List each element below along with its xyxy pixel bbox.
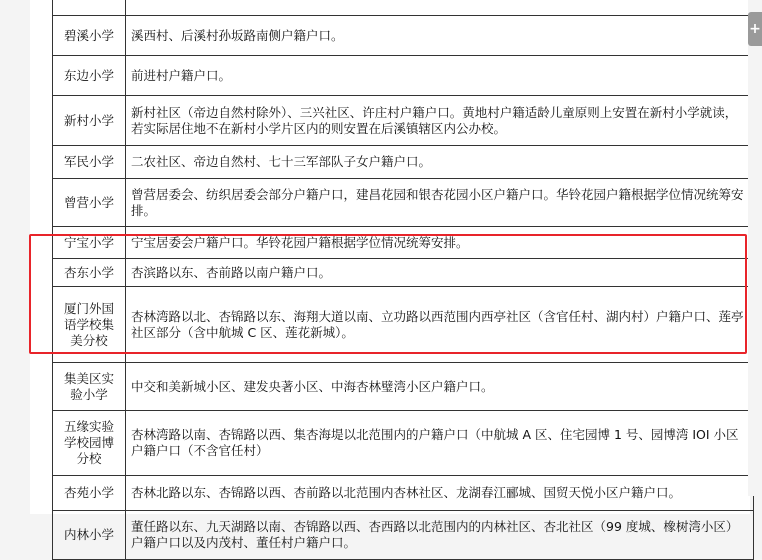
school-name: 军民小学: [53, 146, 126, 179]
table-row: [53, 0, 754, 16]
side-panel: [748, 0, 762, 496]
district-area: 中交和美新城小区、建发央著小区、中海杏林璧湾小区户籍户口。: [126, 363, 754, 411]
table-row: [53, 259, 754, 287]
district-area: 二农社区、帝边自然村、七十三军部队子女户籍户口。: [126, 146, 754, 179]
table-row: [53, 16, 754, 56]
table-row: [53, 179, 754, 227]
table-row: [53, 227, 754, 259]
school-name: 曾营小学: [53, 179, 126, 227]
school-district-table: [52, 0, 754, 560]
table-row-highlighted: [53, 363, 754, 411]
table-row: [53, 56, 754, 96]
table-row: [53, 411, 754, 476]
table-row: [53, 146, 754, 179]
district-area: 杏林北路以东、杏锦路以西、杏前路以北范围内杏林社区、龙湖春江郦城、国贸天悦小区户籍户口。: [126, 476, 754, 511]
school-name: 碧溪小学: [53, 16, 126, 56]
district-area: 杏滨路以东、杏前路以南户籍户口。: [126, 259, 754, 287]
district-area: 杏林湾路以北、杏锦路以东、海翔大道以南、立功路以西范围内西亭社区（含官任村、湖内村）户籍户口、莲亭社区部分（含中航城 C 区、莲花新城）。: [126, 287, 754, 363]
district-area: 董任路以东、九天湖路以南、杏锦路以西、杏西路以北范围内的内林社区、杏北社区（99 度城、橡树湾小区）户籍户口以及内茂村、董任村户籍户口。: [126, 511, 754, 560]
district-area: 杏林湾路以南、杏锦路以西、集杏海堤以北范围内的户籍户口（中航城 A 区、住宅园博 1 号、园博湾 IOI 小区户籍户口（不含官任村）: [126, 411, 754, 476]
school-name: [53, 0, 126, 16]
expand-button[interactable]: +: [748, 12, 762, 46]
school-name: 集美区实验小学: [53, 363, 126, 411]
district-area: 曾营居委会、纺织居委会部分户籍户口，建昌花园和银杏花园小区户籍户口。华铃花园户籍根据学位情况统筹安排。: [126, 179, 754, 227]
table-row: [53, 96, 754, 146]
table-row: [53, 511, 754, 560]
district-area: [126, 0, 754, 16]
school-name: 新村小学: [53, 96, 126, 146]
district-area: 新村社区（帝边自然村除外）、三兴社区、许庄村户籍户口。黄地村户籍适龄儿童原则上安置在新村小学就读，若实际居住地不在新村小学片区内的则安置在后溪镇辖区内公办校。: [126, 96, 754, 146]
table-row: [53, 476, 754, 511]
school-name: 杏东小学: [53, 259, 126, 287]
table-row-highlighted: [53, 287, 754, 363]
district-area: 前进村户籍户口。: [126, 56, 754, 96]
school-name: 杏苑小学: [53, 476, 126, 511]
district-area: 溪西村、后溪村孙坂路南侧户籍户口。: [126, 16, 754, 56]
district-area: 宁宝居委会户籍户口。华铃花园户籍根据学位情况统筹安排。: [126, 227, 754, 259]
school-name: 厦门外国语学校集美分校: [53, 287, 126, 363]
document-page: [30, 0, 750, 550]
school-name: 宁宝小学: [53, 227, 126, 259]
school-name: 内林小学: [53, 511, 126, 560]
school-name: 东边小学: [53, 56, 126, 96]
school-name: 五缘实验学校园博分校: [53, 411, 126, 476]
